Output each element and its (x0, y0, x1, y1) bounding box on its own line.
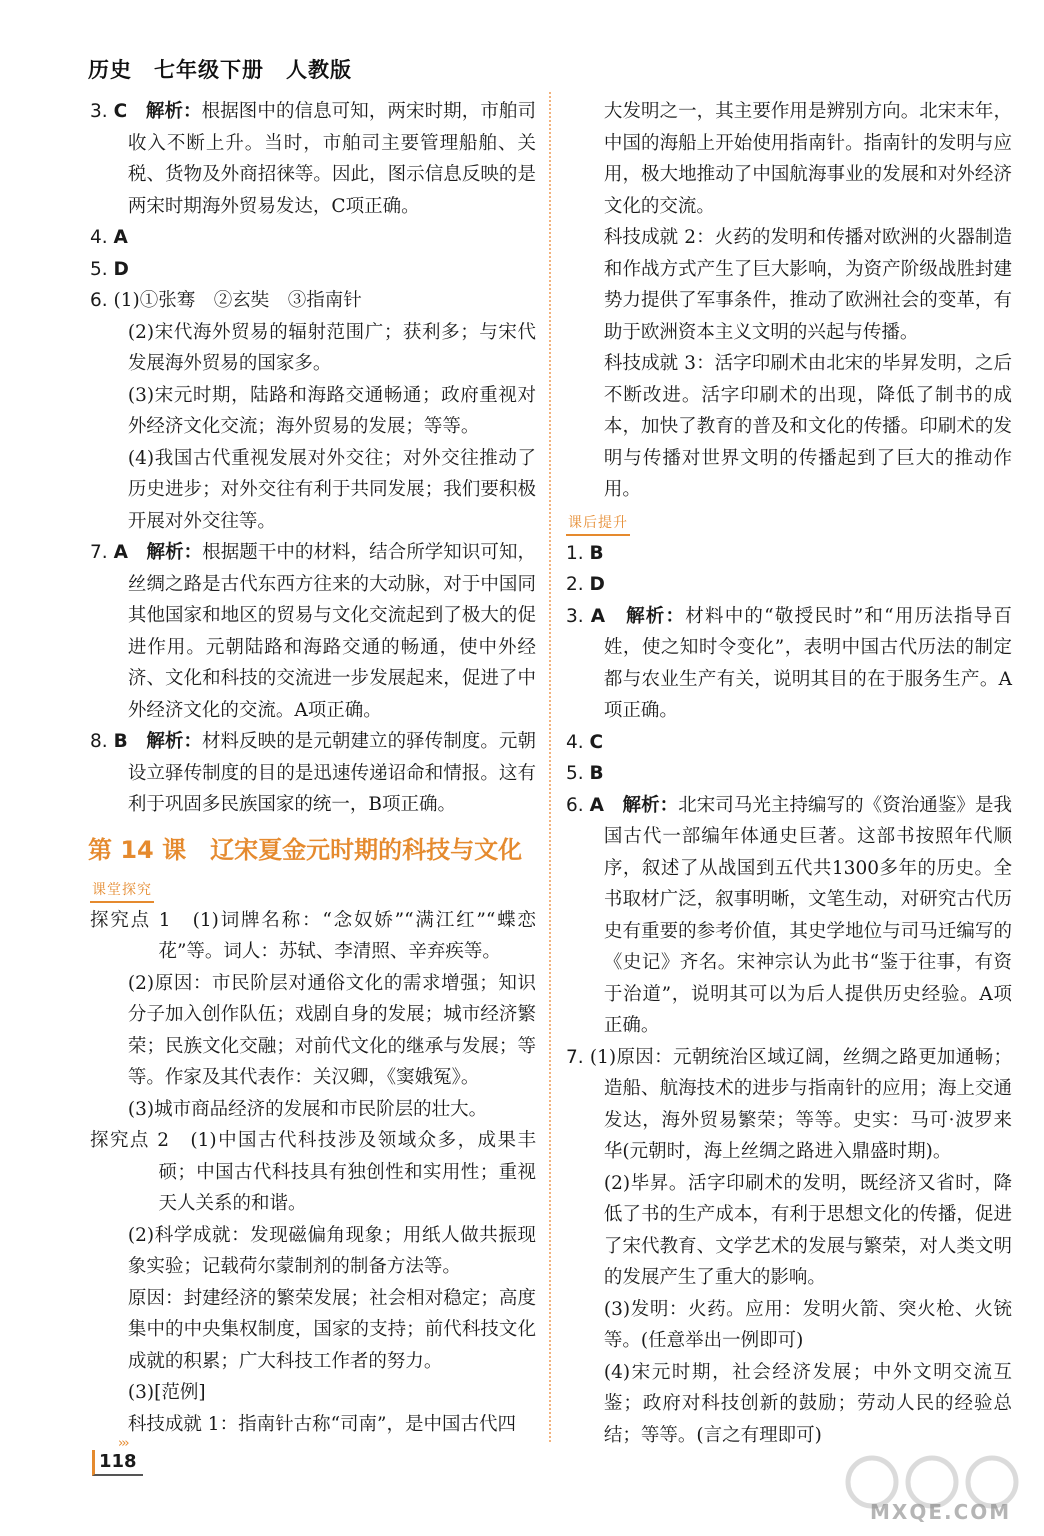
inquiry-1-part-1: 探究点 1 (1)词牌名称：“念奴娇”“满江红”“蝶恋花”等。词人：苏轼、李清照、辛弃疾等。 (90, 909, 536, 962)
answer-6-part-3: (3)宋元时期，陆路和海路交通畅通；政府重视对外经济文化交流；海外贸易的发展；等等。 (127, 384, 536, 437)
page-footer (92, 1436, 143, 1476)
inquiry-2-part-2: (2)科学成就：发现磁偏角现象；用纸人做共振现象实验；记载荷尔蒙制剂的制备方法等。 (127, 1224, 536, 1277)
section-label-after-class: 课后提升 (566, 512, 630, 536)
left-column (90, 96, 536, 1440)
answer-8: 8. B 解析：材料反映的是元朝建立的驿传制度。元朝设立驿传制度的目的是迅速传递诏命和情报。这有利于巩固多民族国家的统一，B项正确。 (90, 731, 536, 815)
answer-6-part-2: (2)宋代海外贸易的辐射范围广；获利多；与宋代发展海外贸易的国家多。 (127, 321, 536, 374)
page-header-title: 历史 七年级下册 人教版 (88, 58, 352, 82)
column-divider (549, 92, 551, 1442)
after-answer-3: 3. A 解析：材料中的“敬授民时”和“用历法指导百姓，使之知时令变化”，表明中国古代历法的制定都与农业生产有关，说明其目的在于服务生产。A项正确。 (566, 605, 1012, 721)
lesson-title: 第 14 课 辽宋夏金元时期的科技与文化 (88, 835, 523, 864)
right-column (566, 96, 1012, 1451)
achievement-1-cont: 大发明之一，其主要作用是辨别方向。北宋末年，中国的海船上开始使用指南针。指南针的发明与应用，极大地推动了中国航海事业的发展和对外经济文化的交流。 (603, 101, 1012, 217)
watermark-text: MXQE.COM (870, 1500, 1012, 1524)
answer-6-part-4: (4)我国古代重视发展对外交往；对外交往推动了历史进步；对外交往有利于共同发展；我们要积极开展对外交往等。 (127, 447, 536, 532)
after-answer-7-part-3: (3)发明：火药。应用：发明火箭、突火枪、火铳等。(任意举出一例即可) (603, 1298, 1012, 1351)
after-answer-6: 6. A 解析：北宋司马光主持编写的《资治通鉴》是我国古代一部编年体通史巨著。这部书按照年代顺序，叙述了从战国到五代共1300多年的历史。全书取材广泛，叙事明晰，文笔生动，对研究古代历史有重要的参考价值，其史学地位与司马迁编写的《史记》齐名。宋神宗认为此书“鉴于往事，有资于治道”，说明其可以为后人提供历史经验。A项正确。 (566, 794, 1012, 1036)
answer-3: 3. C 解析：根据图中的信息可知，两宋时期，市舶司收入不断上升。当时，市舶司主要管理船舶、关税、货物及外商招徕等。因此，图示信息反映的是两宋时期海外贸易发达，C项正确。 (90, 101, 536, 217)
answer-5: 5. D (90, 258, 129, 280)
page-number: 118 (92, 1450, 143, 1476)
inquiry-1-part-3: (3)城市商品经济的发展和市民阶层的壮大。 (127, 1098, 488, 1120)
after-answer-4: 4. C (566, 731, 604, 753)
inquiry-1-part-2: (2)原因：市民阶层对通俗文化的需求增强；知识分子加入创作队伍；戏剧自身的发展；城市经济繁荣；民族文化交融；对前代文化的继承与发展；等等。作家及其代表作：关汉卿，《窦娥冤》。 (127, 972, 536, 1088)
answer-6-part-1: 6. (1)①张骞 ②玄奘 ③指南针 (90, 290, 362, 311)
after-answer-7-part-2: (2)毕昇。活字印刷术的发明，既经济又省时，降低了书的生产成本，有利于思想文化的传播，促进了宋代教育、文学艺术的发展与繁荣，对人类文明的发展产生了重大的影响。 (603, 1172, 1012, 1288)
inquiry-2-part-1: 探究点 2 (1)中国古代科技涉及领域众多，成果丰硕；中国古代科技具有独创性和实用性；重视天人关系的和谐。 (90, 1130, 536, 1214)
after-answer-7-part-4: (4)宋元时期，社会经济发展；中外文明交流互鉴；政府对科技创新的鼓励；劳动人民的经验总结；等等。(言之有理即可) (603, 1361, 1012, 1446)
inquiry-2-reasons: 原因：封建经济的繁荣发展；社会相对稳定；高度集中的中央集权制度，国家的支持；前代科技文化成就的积累；广大科技工作者的努力。 (127, 1287, 536, 1372)
achievement-3: 科技成就 3：活字印刷术由北宋的毕昇发明，之后不断改进。活字印刷术的出现，降低了制书的成本，加快了教育的普及和文化的传播。印刷术的发明与传播对世界文明的传播起到了巨大的推动作用。 (603, 353, 1012, 500)
after-answer-2: 2. D (566, 574, 605, 595)
inquiry-2-part-3: (3)[范例] (127, 1382, 206, 1403)
after-answer-5: 5. B (566, 763, 604, 784)
arrows-icon: ››› (118, 1436, 128, 1451)
answer-7: 7. A 解析：根据题干中的材料，结合所学知识可知，丝绸之路是古代东西方往来的大动脉，对于中国同其他国家和地区的贸易与文化交流起到了极大的促进作用。元朝陆路和海路交通的畅通，使中外经济、文化和科技的交流进一步发展起来，促进了中外经济文化的交流。A项正确。 (90, 542, 536, 721)
achievement-2: 科技成就 2：火药的发明和传播对欧洲的火器制造和作战方式产生了巨大影响，为资产阶级战胜封建势力提供了军事条件，推动了欧洲社会的变革，有助于欧洲资本主义文明的兴起与传播。 (603, 227, 1012, 343)
section-label-classroom: 课堂探究 (90, 879, 154, 903)
after-answer-7-part-1: 7. (1)原因：元朝统治区域辽阔，丝绸之路更加通畅；造船、航海技术的进步与指南针的应用；海上交通发达，海外贸易繁荣；等等。史实：马可·波罗来华(元朝时，海上丝绸之路进入鼎盛时期)。 (566, 1046, 1012, 1162)
after-answer-1: 1. B (566, 542, 604, 564)
answer-4: 4. A (90, 227, 128, 248)
inquiry-2-achievement-1: 科技成就 1：指南针古称“司南”，是中国古代四 (127, 1413, 516, 1435)
